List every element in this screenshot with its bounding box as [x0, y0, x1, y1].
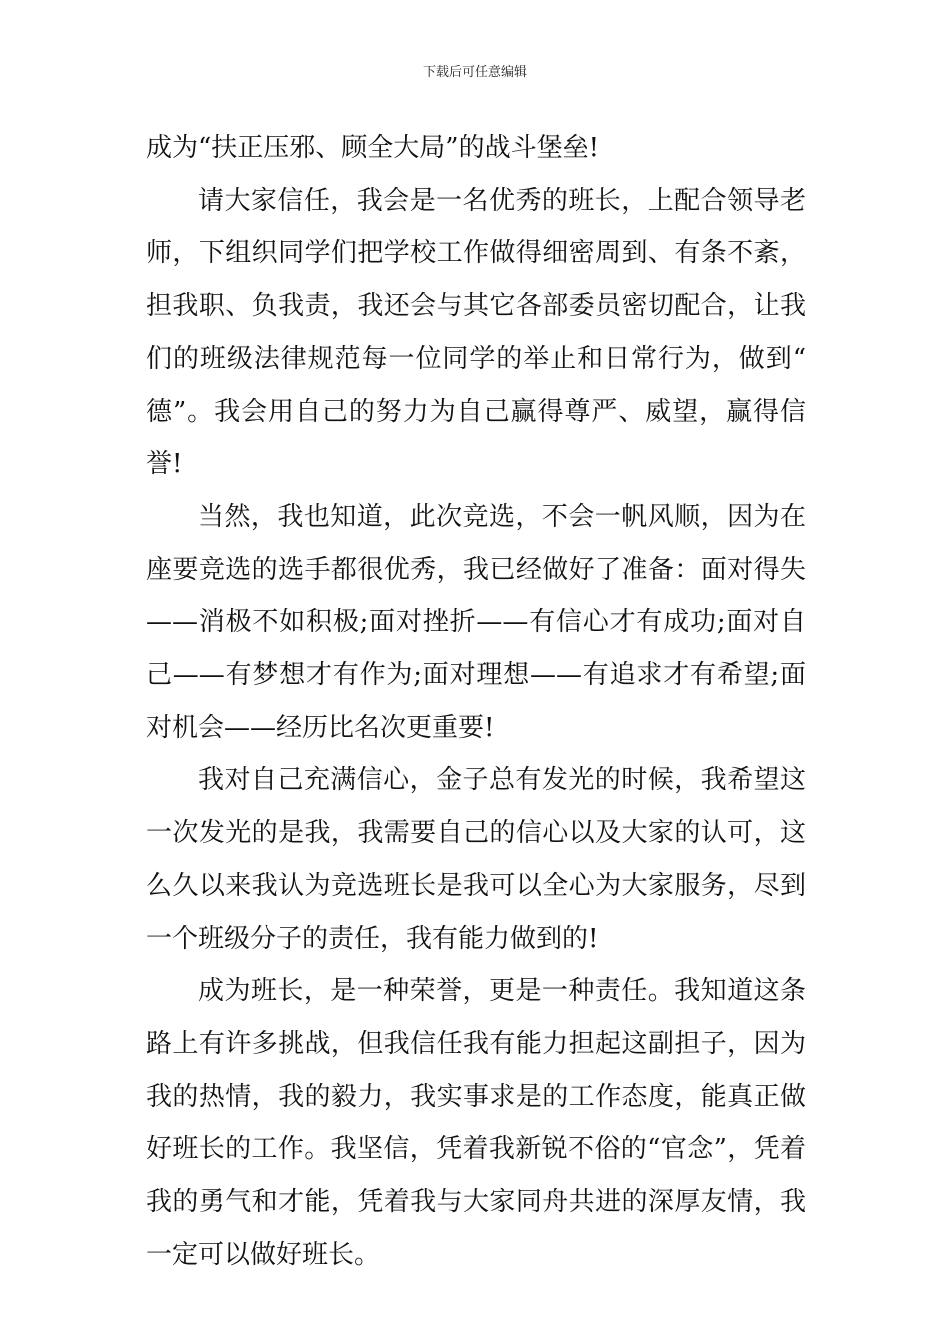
paragraph-trust: 请大家信任，我会是一名优秀的班长，上配合领导老师，下组织同学们把学校工作做得细密周到、有条不紊，担我职、负我责，我还会与其它各部委员密切配合，让我们的班级法律规范每一位同学的举止和日常行为，做到“德”。我会用自己的努力为自己赢得尊严、威望，赢得信誉!	[146, 185, 806, 480]
document-body	[146, 122, 806, 1281]
paragraph-responsibility: 成为班长，是一种荣誉，更是一种责任。我知道这条路上有许多挑战，但我信任我有能力担起这副担子，因为我的热情，我的毅力，我实事求是的工作态度，能真正做好班长的工作。我坚信，凭着我新锐不俗的“官念”，凭着我的勇气和才能，凭着我与大家同舟共进的深厚友情，我一定可以做好班长。	[146, 976, 806, 1270]
paragraph-confidence: 我对自己充满信心，金子总有发光的时候，我希望这一次发光的是我，我需要自己的信心以及大家的认可，这么久以来我认为竞选班长是我可以全心为大家服务，尽到一个班级分子的责任，我有能力做到的!	[146, 765, 806, 954]
page-header: 下载后可任意编辑	[422, 65, 527, 80]
paragraph-continuation: 成为“扶正压邪、顾全大局”的战斗堡垒!	[146, 133, 600, 163]
paragraph-preparation: 当然，我也知道，此次竞选，不会一帆风顺，因为在座要竞选的选手都很优秀，我已经做好了准备：面对得失——消极不如积极;面对挫折——有信心才有成功;面对自己——有梦想才有作为;面对理想——有追求才有希望;面对机会——经历比名次更重要!	[146, 501, 806, 743]
